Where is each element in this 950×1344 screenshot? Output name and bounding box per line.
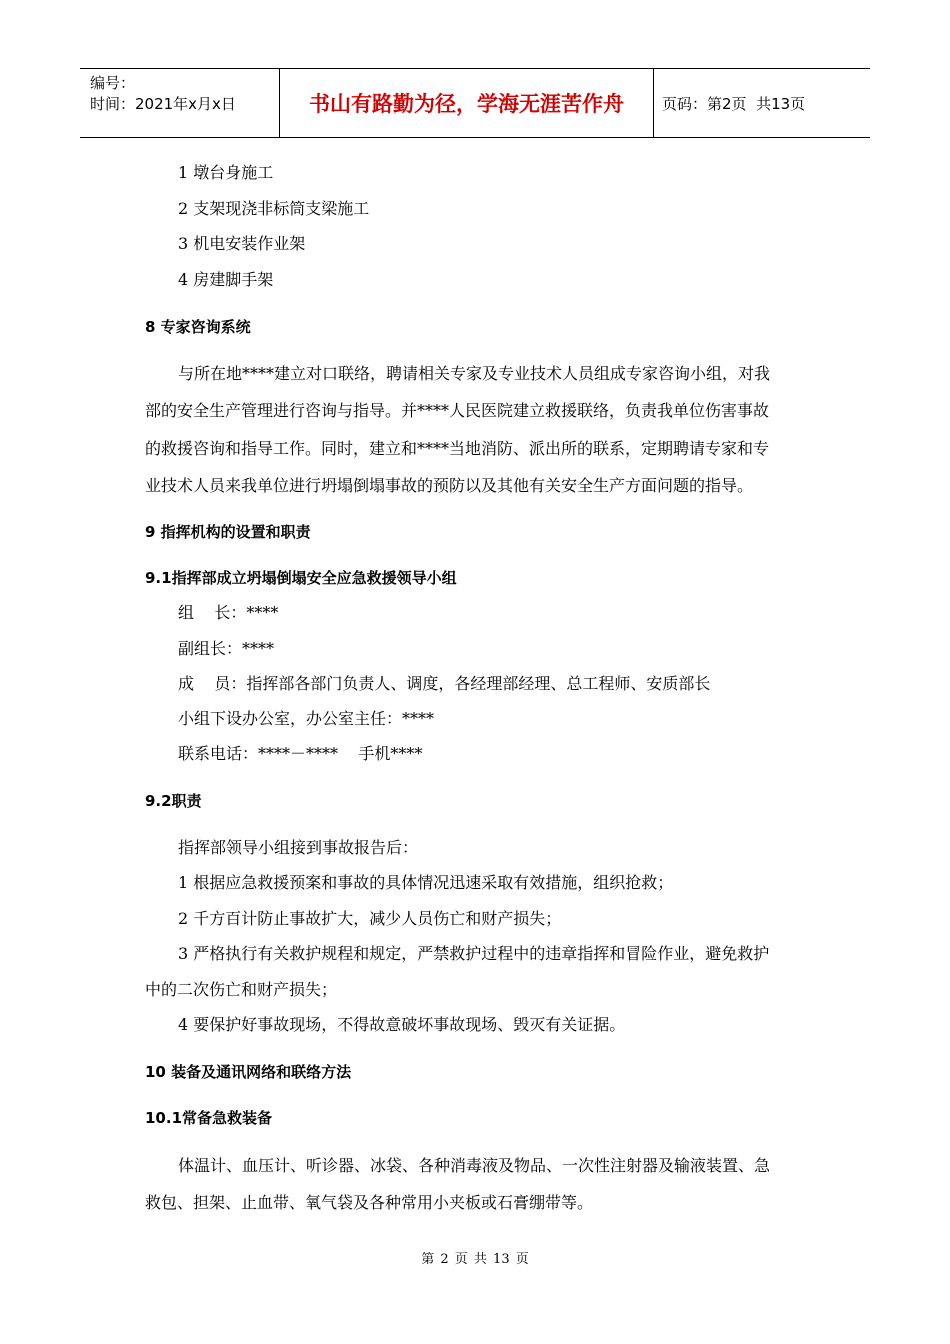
- page-label: 页码：第2页 共13页: [662, 94, 806, 113]
- paragraph-line: 部的安全生产管理进行咨询与指导。并****人民医院建立救援联络，负责我单位伤害事故: [145, 401, 770, 420]
- number-label: 编号：: [90, 74, 136, 92]
- paragraph-line: 救包、担架、止血带、氧气袋及各种常用小夹板或石膏绷带等。: [145, 1193, 594, 1212]
- member-line: 副组长：****: [178, 639, 275, 658]
- paragraph-line: 体温计、血压计、听诊器、冰袋、各种消毒液及物品、一次性注射器及输液装置、急: [178, 1156, 771, 1175]
- duty-line: 2 千方百计防止事故扩大，减少人员伤亡和财产损失；: [178, 909, 562, 928]
- page-header: [80, 68, 870, 138]
- section-8-title: 8 专家咨询系统: [145, 318, 251, 336]
- duty-line: 3 严格执行有关救护规程和规定，严禁救护过程中的违章指挥和冒险作业，避免救护: [178, 944, 770, 963]
- page-footer: 第 2 页 共 13 页: [421, 1252, 529, 1267]
- paragraph-line: 与所在地****建立对口联络，聘请相关专家及专业技术人员组成专家咨询小组，对我: [178, 364, 771, 383]
- header-motto: 书山有路勤为径，学海无涯苦作舟: [280, 69, 654, 137]
- duty-line: 1 根据应急救援预案和事故的具体情况迅速采取有效措施，组织抢救；: [178, 873, 674, 892]
- list-item: 2 支架现浇非标筒支梁施工: [178, 199, 370, 218]
- header-meta: [80, 69, 280, 137]
- paragraph-line: 的救援咨询和指导工作。同时，建立和****当地消防、派出所的联系，定期聘请专家和专: [145, 439, 770, 458]
- list-item: 3 机电安装作业架: [178, 234, 306, 253]
- section-10-title: 10 装备及通讯网络和联络方法: [145, 1063, 352, 1081]
- paragraph-line: 业技术人员来我单位进行坍塌倒塌事故的预防以及其他有关安全生产方面问题的指导。: [145, 476, 754, 495]
- member-line: 小组下设办公室，办公室主任：****: [178, 709, 435, 728]
- duty-line: 指挥部领导小组接到事故报告后：: [178, 838, 419, 857]
- section-9-2-title: 9.2职责: [145, 792, 202, 810]
- contact-line: 联系电话：****－**** 手机****: [178, 744, 423, 763]
- member-line: 成 员：指挥部各部门负责人、调度，各经理部经理、总工程师、安质部长: [178, 674, 711, 693]
- section-10-1-title: 10.1常备急救装备: [145, 1109, 273, 1127]
- section-9-1-title: 9.1指挥部成立坍塌倒塌安全应急救援领导小组: [145, 569, 457, 587]
- section-9-title: 9 指挥机构的设置和职责: [145, 523, 311, 541]
- time-label: 时间：2021年x月x日: [90, 95, 236, 113]
- list-item: 4 房建脚手架: [178, 270, 274, 289]
- list-item: 1 墩台身施工: [178, 163, 274, 182]
- member-line: 组 长：****: [178, 603, 279, 622]
- header-page-info: [654, 69, 870, 137]
- duty-line: 中的二次伤亡和财产损失；: [145, 980, 338, 999]
- duty-line: 4 要保护好事故现场，不得故意破坏事故现场、毁灭有关证据。: [178, 1015, 626, 1034]
